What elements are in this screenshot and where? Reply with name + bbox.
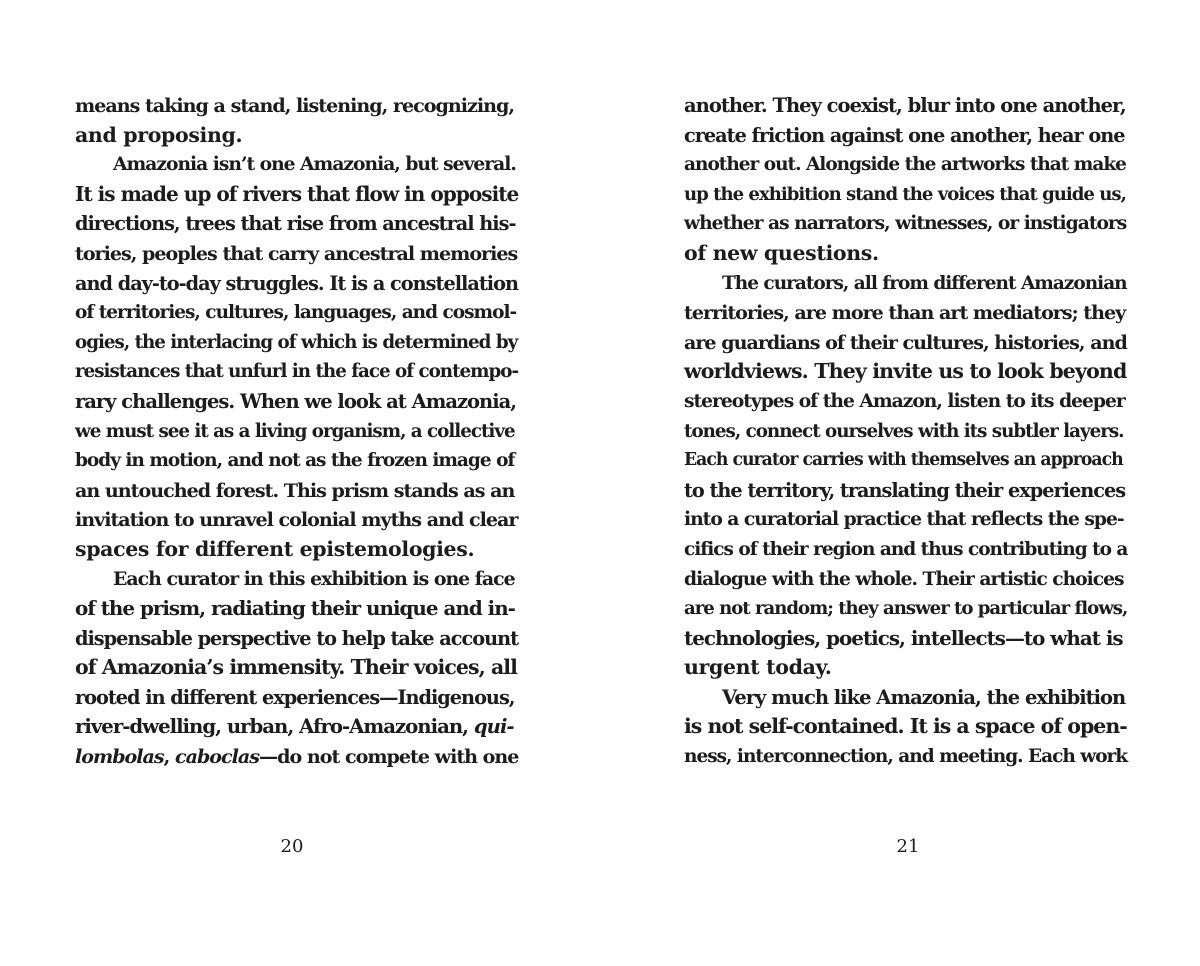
text-line: whether as narrators, witnesses, or instigators [684,212,1127,235]
paragraph-start-line: Each curator in this exhibition is one face [113,567,515,590]
text-line: of new questions. [684,240,879,265]
text-line: and proposing. [75,122,243,147]
text-line: rary challenges. When we look at Amazonia, [75,389,517,413]
text-line: is not self-contained. It is a space of open- [684,714,1127,739]
text-line: tories, peoples that carry ancestral memories [75,241,518,265]
text-line: into a curatorial practice that reflects the spe- [684,508,1124,531]
text-line: dispensable perspective to help take account [75,626,519,650]
paragraph-start-line: The curators, all from different Amazonian [722,272,1127,294]
right-page [600,0,1200,966]
line-text: river-dwelling, urban, Afro-Amazonian, [75,715,474,739]
text-line: of territories, cultures, languages, and cosmol- [75,302,517,324]
left-page-text [75,91,518,772]
text-line: resistances that unfurl in the face of contempo- [75,361,519,383]
paragraph-start-line: Very much like Amazonia, the exhibition [722,685,1126,709]
text-line: another out. Alongside the artworks that make [684,154,1126,176]
text-line: means taking a stand, listening, recognizing, [75,94,514,117]
text-line: create friction against one another, hear one [684,123,1125,147]
text-line: body in motion, and not as the frozen image of [75,450,515,472]
text-line [75,742,518,772]
text-line: tones, connect ourselves with its subtler layers. [684,420,1124,442]
page-number: 21 [896,836,920,857]
text-line: urgent today. [684,655,832,680]
text-line: directions, trees that rise from ancestral his- [75,212,516,236]
text-line: invitation to unravel colonial myths and clear [75,508,518,532]
text-line: and day-to-day struggles. It is a constellation [75,271,518,295]
italic-term: lombolas [75,745,164,769]
italic-term: caboclas [174,745,260,769]
text-line: up the exhibition stand the voices that guide us, [684,183,1126,205]
text-line: spaces for different epistemologies. [75,536,475,561]
paragraph-start-line: Amazonia isn’t one Amazonia, but several. [113,153,516,176]
text-line: we must see it as a living organism, a collective [75,420,515,442]
text-line: an untouched forest. This prism stands as an [75,478,515,502]
text-line: technologies, poetics, intellects—to what is [684,625,1123,650]
text-line: stereotypes of the Amazon, listen to its deeper [684,389,1125,412]
text-line: of Amazonia’s immensity. Their voices, all [75,655,517,680]
text-line: to the territory, translating their experiences [684,478,1126,502]
text-line: ogies, the interlacing of which is determined by [75,331,518,353]
text-line: cifics of their region and thus contributing to a [684,538,1128,560]
text-line: are not random; they answer to particular flows, [684,598,1128,620]
italic-term: qui- [473,715,514,739]
page-number: 20 [280,836,304,857]
text-line: another. They coexist, blur into one another, [684,94,1126,117]
text-line: It is made up of rivers that flow in opposite [75,181,519,206]
right-page-text [684,91,1127,772]
text-line: worldviews. They invite us to look beyond [684,359,1127,384]
text-line: are guardians of their cultures, histories, and [684,330,1127,354]
text-line: dialogue with the whole. Their artistic choices [684,567,1124,590]
text-line: rooted in different experiences—Indigenous, [75,685,515,709]
text-line: of the prism, radiating their unique and in- [75,596,515,621]
text-line: Each curator carries with themselves an approach [684,450,1123,471]
text-line: ness, interconnection, and meeting. Each work [684,746,1128,768]
text-line: territories, are more than art mediators; they [684,301,1126,325]
line-text: —do not compete with one [259,745,519,769]
text-line [75,712,518,742]
line-text: , [163,745,175,769]
